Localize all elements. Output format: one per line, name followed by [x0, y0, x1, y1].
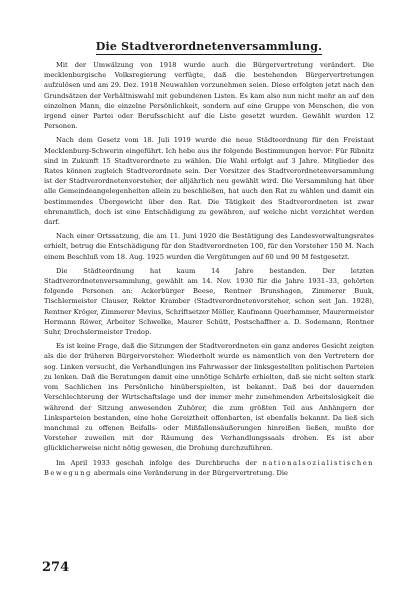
paragraph-6-start: Im April 1933 geschah infolge des Durchbruchs der [56, 458, 263, 467]
paragraph-1: Mit der Umwälzung von 1918 wurde auch die Bürgervertretung verändert. Die mecklenburgische Volksregierung verfügte, daß die bestehenden Bürgervertretungen aufzulösen und am 29. Dez. 1918 Neuwahlen vorzunehmen seien. Diese erfolgten jetzt nach den Grundsätzen der Verhältniswahl mit gebundenen Listen. Es kam also nun nicht mehr an auf den einzelnen Mann, die einzelne Persönlichkeit, sondern auf eine Gruppe von Menschen, die von irgend einer Partei oder Berufsschicht auf die Liste gesetzt wurden. Gewählt wurden 12 Personen. [44, 61, 374, 131]
paragraph-3: Nach einer Ortssatzung, die am 11. Juni 1920 die Bestätigung des Landesverwaltungsrates erhielt, betrug die Entschädigung für den Stadtverordneten 100, für den Vorsteher 150 M. Nach einem Beschluß vom 18. Aug. 1925 wurden die Vergütungen auf 60 und 90 M festgesetzt. [44, 232, 374, 261]
paragraph-6-end: abermals eine Veränderung in der Bürgervertretung. Die [91, 468, 288, 477]
paragraph-2: Nach dem Gesetz vom 18. Juli 1919 wurde die neue Städteordnung für den Freistaat Mecklenburg-Schwerin eingeführt. Ich hebe aus ihr folgende Bestimmungen hervor: Für Ribnitz sind in Zukunft 15 Stadtverordnete zu wählen. Die Wahl erfolgt auf 3 Jahre. Mitglieder des Rates können zugleich Stadtverordnete sein. Der Vorsitzer des Stadtverordnetenversammlung ist der Stadtverordnetenvorsteher, der alljährlich neu gewählt wird. Die Versammlung hat über alle Gemeindeangelegenheiten allein zu beschließen, hat auch den Rat zu wählen und damit ein bestimmendes Übergewicht über den Rat. Die Tätigkeit des Stadtverordneten ist zwar ehrenamtlich, doch ist eine Entschädigung zu gewähren, auf welche nicht verzichtet werden darf. [44, 136, 374, 227]
paragraph-5: Es ist keine Frage, daß die Sitzungen der Stadtverordneten ein ganz anderes Gesicht zeigten als die der früheren Bürgervorsteher. Wiederholt wurde es namentlich von den Vertretern der sog. Linken versucht, die Verhandlungen ins Fahrwasser der linksgestellten politischen Parteien zu lenken. Daß die Beratungen damit eine unnötige Schärfe erhielten, daß sie nicht selten stark vom Sachlichen ins Persönliche hinüberspielten, ist bekannt. Daß bei der dauernden Verschlechterung der Wirtschaftslage und der immer mehr zunehmenden Arbeitslosigkeit die während der Sitzung anwesenden Zuhörer, die zum größten Teil aus Anhängern der Linksparteien bestanden, eine hohe Gereiztheit offenbarten, ist ebenfalls bekannt. Da ließ sich manchmal zu offenen Beifalls- oder Mißfallensäußerungen hinreißen ließen, mußte der Vorsteher zuweilen mit der Räumung des Verhandlungssaals drohen. Es ist aber glücklicherweise nicht nötig gewesen, die Drohung durchzuführen. [44, 342, 374, 453]
section-title [44, 40, 374, 53]
page-number: 274 [42, 560, 70, 575]
paragraph-6 [44, 458, 374, 478]
paragraph-4: Die Städteordnung hat kaum 14 Jahre bestanden. Der letzten Stadtverordnetenversammlung, gewählt am 14. Nov. 1930 für die Jahre 1931–33, gehörten folgende Personen an: Ackerbürger Beese, Rentner Brunshagen, Zimmerer Buuk, Tischlermeister Clauser, Rektor Kramber (Stadtverordnetenvorsteher, schon seit Jan. 1928), Rentner Kröger, Zimmerer Mevius, Schriftsetzer Möller, Kaufmann Querhammer, Maurermeister Hermann Röwer, Arbeiter Schwelke, Maurer Schütt, Postschaffner a. D. Sodemann, Rentner Suhr, Drechslermeister Tredop. [44, 266, 374, 337]
section-title-text: Die Stadtverordnetenversammlung. [95, 40, 323, 53]
paragraph-6-emphasis: nationalsozialistischen Bewegung [44, 458, 374, 477]
